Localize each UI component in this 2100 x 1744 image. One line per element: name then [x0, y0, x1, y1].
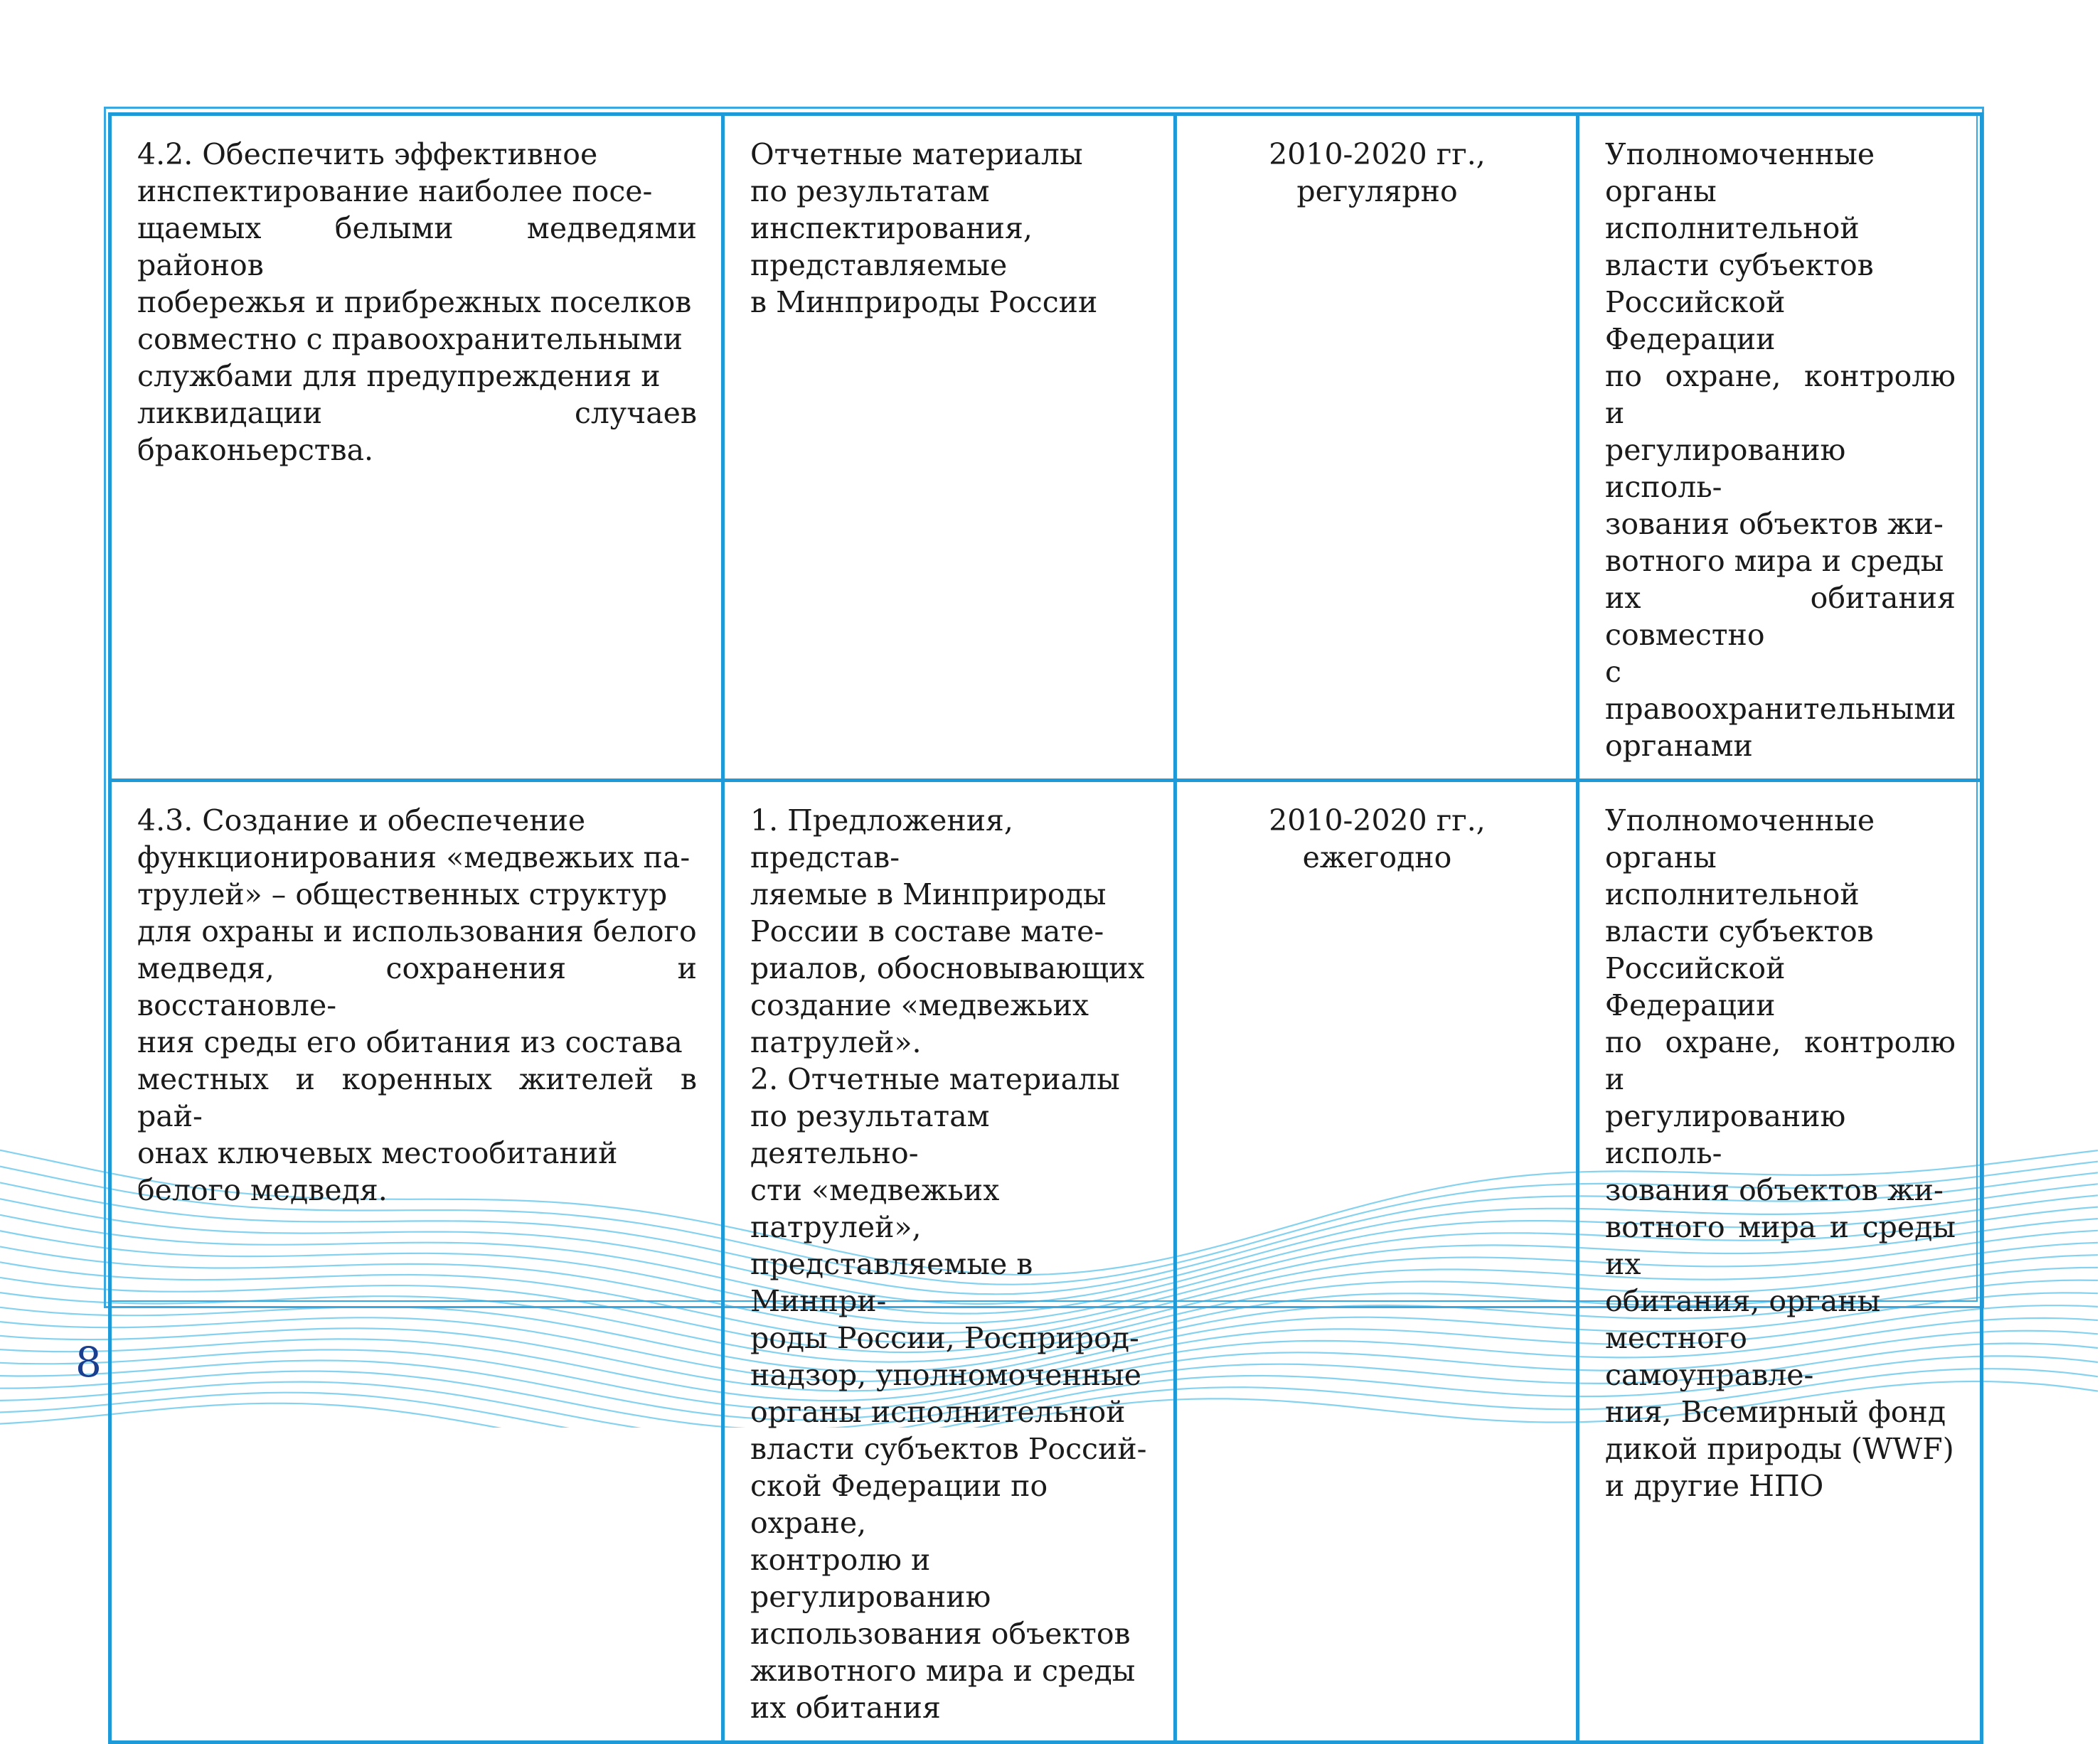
cell-text-line: вотного мира и среды их: [1605, 1210, 1956, 1281]
cell-text-line: по результатам: [750, 174, 990, 208]
cell-text-line: власти субъектов: [1605, 248, 1874, 282]
cell-text-line: ния среды его обитания из состава: [137, 1025, 683, 1059]
cell-text-line: органы исполнительной: [750, 1395, 1126, 1429]
cell-text-line: надзор, уполномоченные: [750, 1358, 1142, 1392]
page-number: 8: [75, 1338, 102, 1386]
cell-text-line: 2010-2020 гг.,: [1269, 803, 1486, 838]
cell-text-line: России в составе мате-: [750, 914, 1104, 948]
cell-text-line: создание «медвежьих: [750, 988, 1089, 1022]
period-cell: [1176, 781, 1578, 1743]
cell-text-line: регулированию исполь-: [1605, 433, 1846, 504]
cell-text-line: вотного мира и среды: [1605, 544, 1944, 578]
cell-text-line: органы исполнительной: [1605, 840, 1860, 911]
cell-text-line: их обитания: [750, 1691, 941, 1725]
action-plan-table: [108, 112, 1983, 1744]
cell-text-line: белого медведя.: [137, 1173, 388, 1207]
cell-text-line: регулярно: [1296, 174, 1458, 208]
cell-text-line: органы исполнительной: [1605, 174, 1860, 245]
cell-text-line: функционирования «медвежьих па-: [137, 840, 691, 874]
table-row: [110, 114, 1982, 781]
cell-text-line: патрулей».: [750, 1025, 922, 1059]
cell-text-line: Уполномоченные: [1605, 137, 1875, 171]
cell-text-line: онах ключевых местообитаний: [137, 1136, 618, 1170]
cell-text-line: риалов, обосновывающих: [750, 951, 1145, 985]
cell-text-line: местного самоуправле-: [1605, 1321, 1814, 1392]
cell-text-line: и другие НПО: [1605, 1469, 1824, 1503]
cell-text-line: обитания, органы: [1605, 1284, 1881, 1318]
cell-text-line: по охране, контролю и: [1605, 359, 1956, 430]
task-cell: [110, 781, 723, 1743]
cell-text-line: регулированию исполь-: [1605, 1099, 1846, 1170]
cell-text-line: 2010-2020 гг.,: [1269, 137, 1486, 171]
cell-text-line: представляемые в Минпри-: [750, 1247, 1033, 1318]
cell-text-line: побережья и прибрежных поселков: [137, 285, 692, 319]
cell-text-line: ликвидации случаев браконьерства.: [137, 396, 697, 467]
cell-text-line: службами для предупреждения и: [137, 359, 661, 393]
cell-text-line: их обитания совместно: [1605, 581, 1956, 652]
cell-text-line: ляемые в Минприроды: [750, 877, 1107, 911]
table-row: [110, 781, 1982, 1743]
cell-text-line: Уполномоченные: [1605, 803, 1875, 838]
cell-text-line: власти субъектов: [1605, 914, 1874, 948]
cell-text-line: животного мира и среды: [750, 1654, 1136, 1688]
cell-text-line: инспектирование наиболее посе-: [137, 174, 653, 208]
cell-text-line: по охране, контролю и: [1605, 1025, 1956, 1096]
cell-text-line: медведя, сохранения и восстановле-: [137, 951, 697, 1022]
cell-text-line: по результатам деятельно-: [750, 1099, 990, 1170]
cell-text-line: зования объектов жи-: [1605, 1173, 1944, 1207]
executors-cell: [1578, 781, 1982, 1743]
cell-text-line: 4.3. Создание и обеспечение: [137, 803, 586, 838]
cell-text-line: в Минприроды России: [750, 285, 1098, 319]
cell-text-line: инспектирования,: [750, 211, 1033, 245]
cell-text-line: 4.2. Обеспечить эффективное: [137, 137, 598, 171]
cell-text-line: 1. Предложения, представ-: [750, 803, 1013, 874]
cell-text-line: роды России, Росприрод-: [750, 1321, 1139, 1355]
period-cell: [1176, 114, 1578, 781]
cell-text-line: Российской Федерации: [1605, 951, 1786, 1022]
cell-text-line: Российской Федерации: [1605, 285, 1786, 356]
cell-text-line: власти субъектов Россий-: [750, 1432, 1147, 1466]
results-cell: [723, 114, 1176, 781]
cell-text-line: ской Федерации по охране,: [750, 1469, 1048, 1540]
cell-text-line: местных и коренных жителей в рай-: [137, 1062, 697, 1133]
cell-text-line: дикой природы (WWF): [1605, 1432, 1954, 1466]
executors-cell: [1578, 114, 1982, 781]
cell-text-line: для охраны и использования белого: [137, 914, 697, 948]
cell-text-line: трулей» – общественных структур: [137, 877, 668, 911]
cell-text-line: Отчетные материалы: [750, 137, 1083, 171]
cell-text-line: щаемых белыми медведями районов: [137, 211, 697, 282]
cell-text-line: зования объектов жи-: [1605, 507, 1944, 541]
cell-text-line: сти «медвежьих патрулей»,: [750, 1173, 1000, 1244]
cell-text-line: органами: [1605, 729, 1753, 763]
cell-text-line: совместно с правоохранительными: [137, 322, 683, 356]
results-cell: [723, 781, 1176, 1743]
cell-text-line: ния, Всемирный фонд: [1605, 1395, 1946, 1429]
task-cell: [110, 114, 723, 781]
cell-text-line: контролю и регулированию: [750, 1543, 991, 1614]
cell-text-line: представляемые: [750, 248, 1008, 282]
cell-text-line: использования объектов: [750, 1617, 1131, 1651]
cell-text-line: 2. Отчетные материалы: [750, 1062, 1120, 1096]
cell-text-line: с правоохранительными: [1605, 655, 1956, 726]
cell-text-line: ежегодно: [1302, 840, 1452, 874]
